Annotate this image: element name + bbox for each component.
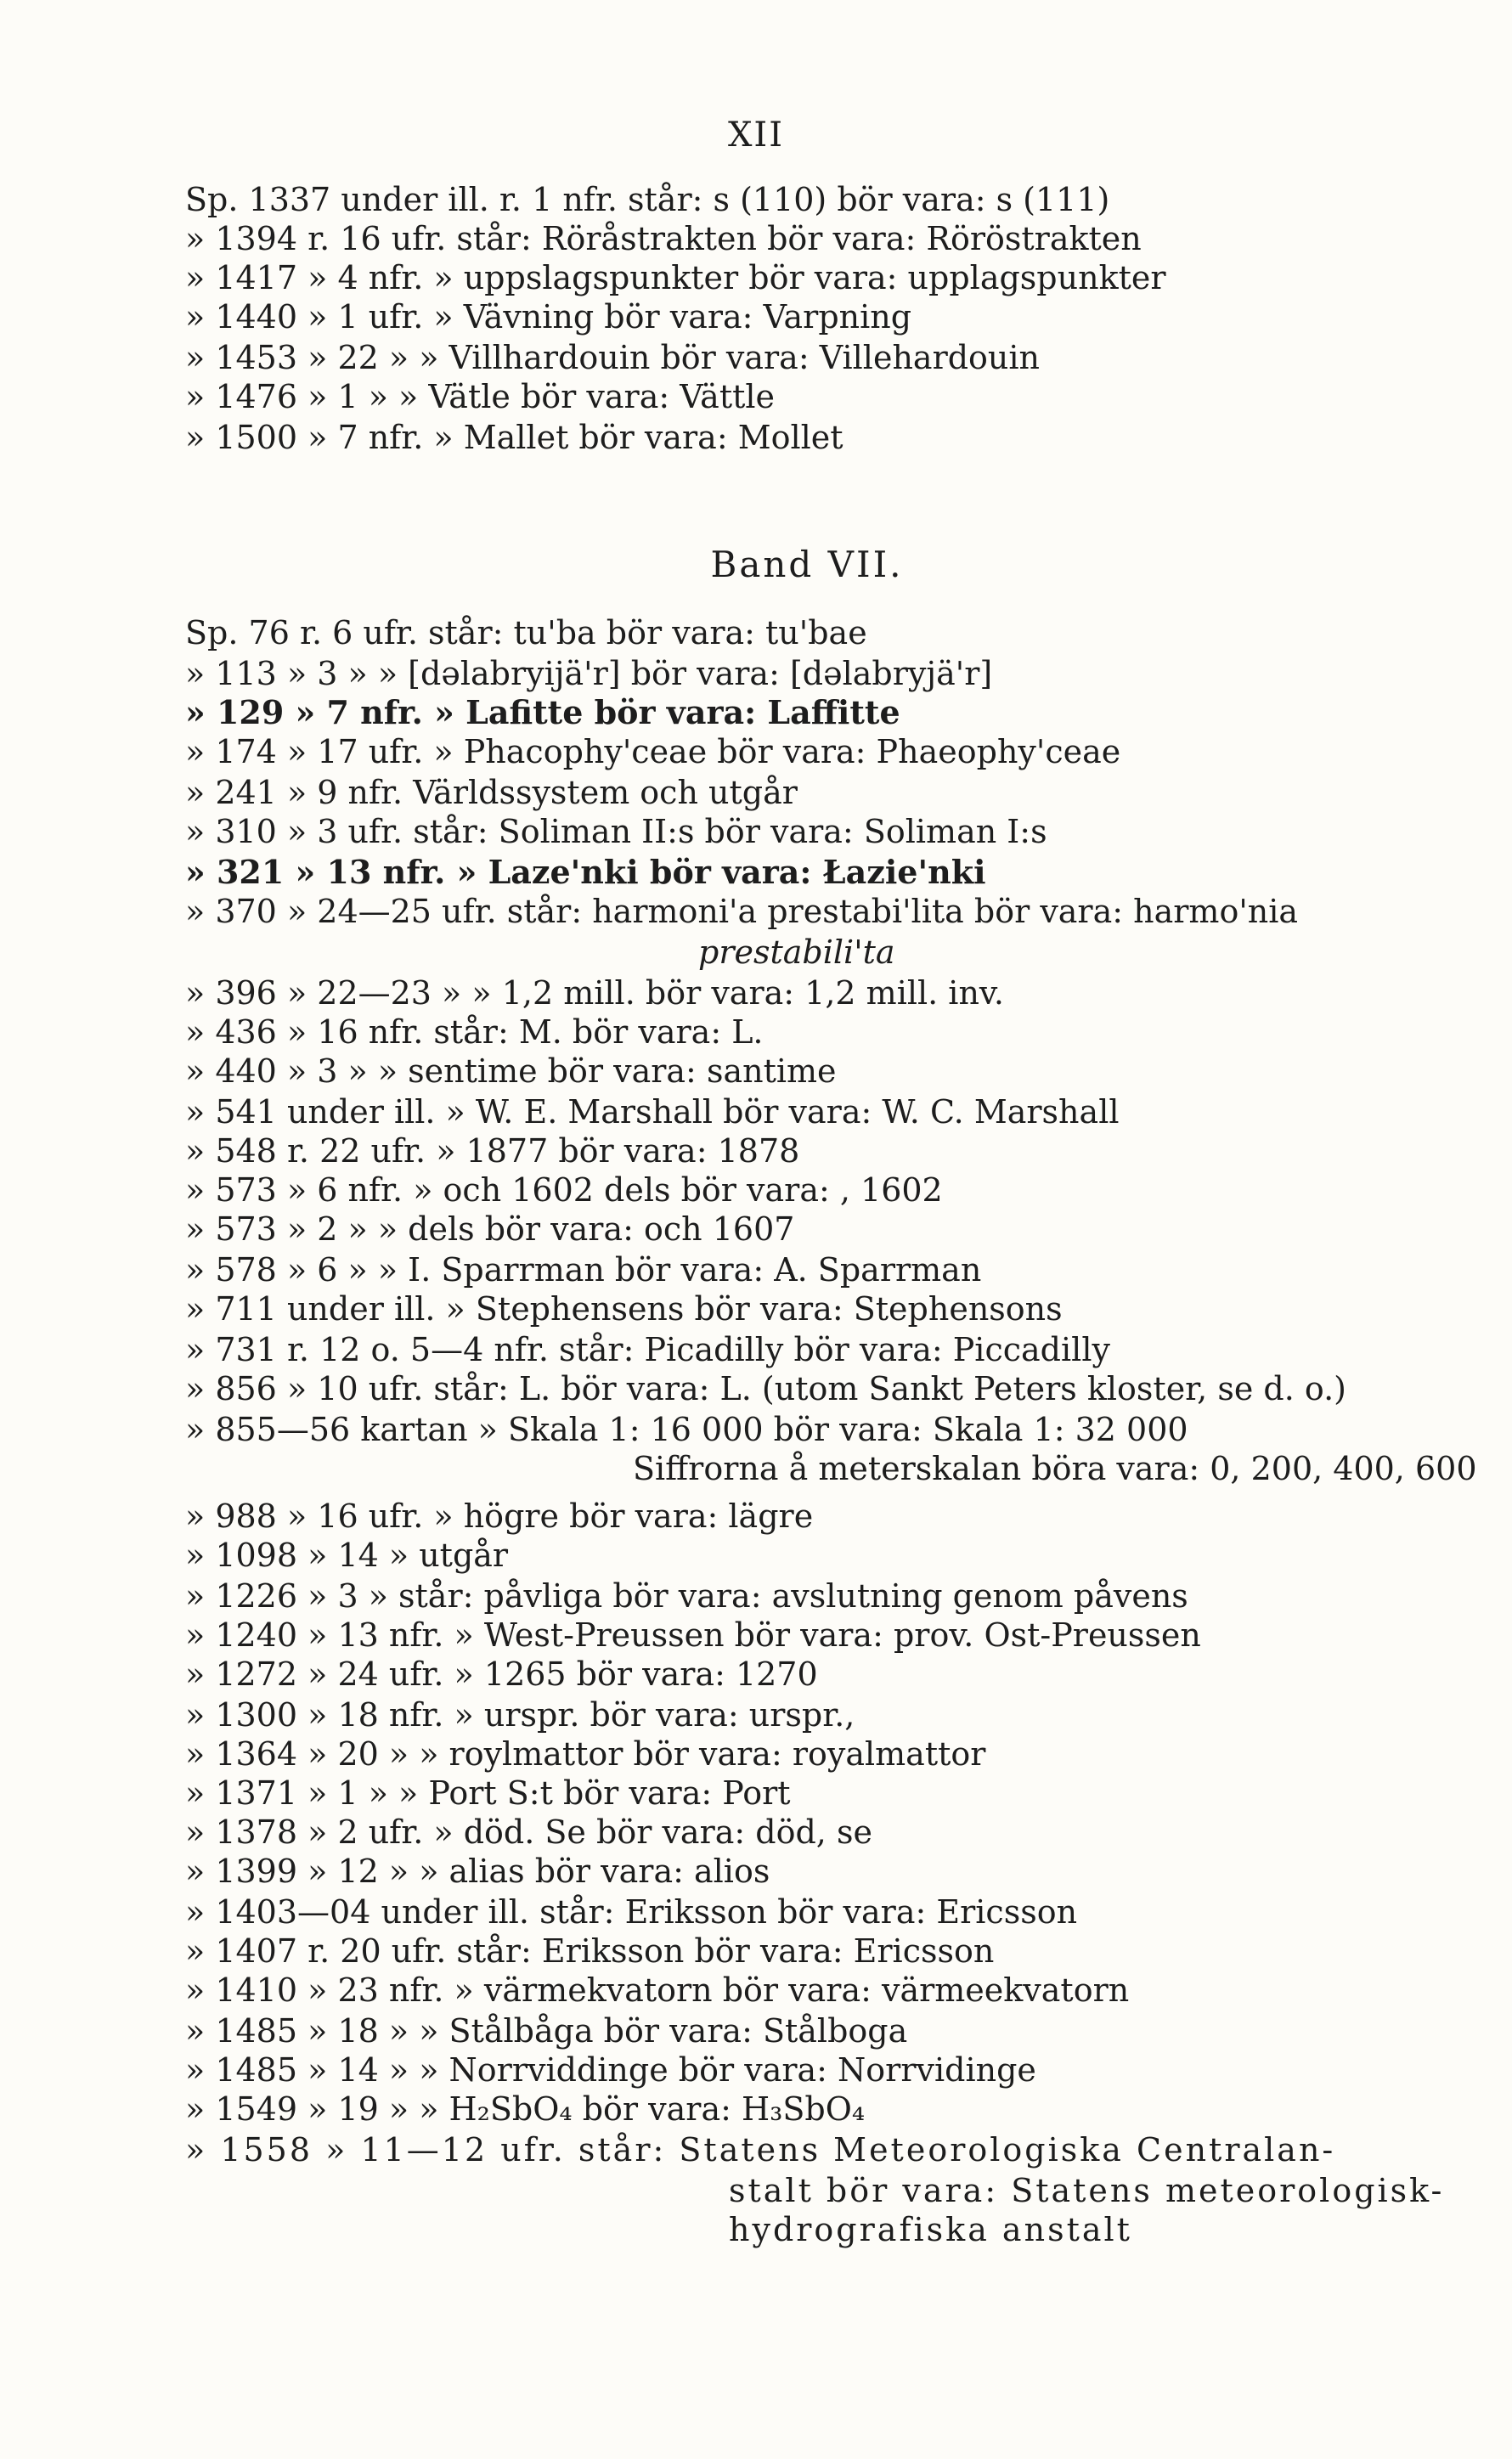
errata-line: » 1371 » 1 » » Port S:t bör vara: Port	[185, 1774, 791, 1812]
errata-line: » 573 » 2 » » dels bör vara: och 1607	[185, 1210, 795, 1248]
errata-line: » 174 » 17 ufr. » Phacophy'ceae bör vara: Phaeophy'ceae	[185, 733, 1121, 770]
errata-continuation: stalt bör vara: Statens meteorologisk-	[729, 2172, 1445, 2209]
errata-line: » 1403—04 under ill. står: Eriksson bör vara: Ericsson	[185, 1893, 1078, 1931]
page-number: XII	[727, 116, 785, 155]
errata-line: Sp. 76 r. 6 ufr. står: tu'ba bör vara: tu'bae	[185, 614, 867, 651]
errata-line: » 1399 » 12 » » alias bör vara: alios	[185, 1853, 770, 1890]
errata-line: » 370 » 24—25 ufr. står: harmoni'a prestabi'lita bör vara: harmo'nia	[185, 893, 1299, 930]
errata-line: » 1300 » 18 nfr. » urspr. bör vara: urspr.,	[185, 1696, 855, 1734]
errata-line: » 1098 » 14 » utgår	[185, 1537, 509, 1574]
errata-continuation: hydrografiska anstalt	[729, 2211, 1132, 2248]
errata-line: » 1476 » 1 » » Vätle bör vara: Vättle	[185, 378, 776, 415]
errata-line: » 1394 r. 16 ufr. står: Röråstrakten bör vara: Röröstrakten	[185, 220, 1142, 257]
errata-line: » 1378 » 2 ufr. » död. Se bör vara: död, se	[185, 1813, 872, 1851]
errata-line: » 731 r. 12 o. 5—4 nfr. står: Picadilly bör vara: Piccadilly	[185, 1331, 1110, 1368]
errata-line: » 1485 » 18 » » Stålbåga bör vara: Stålboga	[185, 2012, 908, 2050]
errata-line: » 1226 » 3 » står: påvliga bör vara: avslutning genom påvens	[185, 1577, 1188, 1615]
errata-line: » 1558 » 11—12 ufr. står: Statens Meteorologiska Centralan-	[185, 2131, 1336, 2169]
errata-line: » 856 » 10 ufr. står: L. bör vara: L. (utom Sankt Peters kloster, se d. o.)	[185, 1370, 1346, 1407]
errata-line: » 1440 » 1 ufr. » Vävning bör vara: Varpning	[185, 298, 912, 336]
errata-line: » 1272 » 24 ufr. » 1265 bör vara: 1270	[185, 1655, 818, 1693]
errata-line: » 440 » 3 » » sentime bör vara: santime	[185, 1052, 837, 1090]
errata-line: » 1410 » 23 nfr. » värmekvatorn bör vara: värmeekvatorn	[185, 1971, 1130, 2009]
errata-line: » 241 » 9 nfr. Världssystem och utgår	[185, 774, 798, 811]
errata-line: » 573 » 6 nfr. » och 1602 dels bör vara: , 1602	[185, 1171, 943, 1209]
errata-line: » 1485 » 14 » » Norrviddinge bör vara: Norrvidinge	[185, 2051, 1036, 2089]
errata-line: » 310 » 3 ufr. står: Soliman II:s bör vara: Soliman I:s	[185, 813, 1047, 850]
errata-line: Sp. 1337 under ill. r. 1 nfr. står: s (110) bör vara: s (111)	[185, 181, 1110, 218]
errata-line: » 113 » 3 » » [dəlabryijä'r] bör vara: [dəlabryjä'r]	[185, 655, 993, 692]
errata-line: » 988 » 16 ufr. » högre bör vara: lägre	[185, 1497, 814, 1535]
errata-line: » 436 » 16 nfr. står: M. bör vara: L.	[185, 1013, 764, 1051]
errata-line: » 578 » 6 » » I. Sparrman bör vara: A. Sparrman	[185, 1251, 982, 1289]
errata-continuation: Siffrorna å meterskalan böra vara: 0, 200, 400, 600	[633, 1450, 1477, 1487]
errata-line: » 711 under ill. » Stephensens bör vara: Stephensons	[185, 1290, 1063, 1328]
errata-line: » 321 » 13 nfr. » Laze'nki bör vara: Łazie'nki	[185, 853, 986, 891]
errata-line: » 1417 » 4 nfr. » uppslagspunkter bör vara: upplagspunkter	[185, 259, 1166, 296]
errata-line: » 541 under ill. » W. E. Marshall bör vara: W. C. Marshall	[185, 1093, 1120, 1131]
errata-line: » 548 r. 22 ufr. » 1877 bör vara: 1878	[185, 1132, 800, 1170]
errata-continuation: prestabili'ta	[698, 933, 895, 971]
errata-line: » 1549 » 19 » » H₂SbO₄ bör vara: H₃SbO₄	[185, 2090, 866, 2128]
band-heading: Band VII.	[710, 544, 904, 585]
errata-line: » 396 » 22—23 » » 1,2 mill. bör vara: 1,2 mill. inv.	[185, 974, 1004, 1012]
errata-line: » 1364 » 20 » » roylmattor bör vara: royalmattor	[185, 1735, 986, 1773]
errata-line: » 1240 » 13 nfr. » West-Preussen bör vara: prov. Ost-Preussen	[185, 1616, 1201, 1654]
errata-line: » 855—56 kartan » Skala 1: 16 000 bör vara: Skala 1: 32 000	[185, 1411, 1188, 1448]
errata-line: » 1453 » 22 » » Villhardouin bör vara: Villehardouin	[185, 339, 1041, 376]
errata-line: » 1500 » 7 nfr. » Mallet bör vara: Mollet	[185, 419, 843, 456]
errata-line: » 129 » 7 nfr. » Lafitte bör vara: Laffitte	[185, 693, 900, 731]
errata-line: » 1407 r. 20 ufr. står: Eriksson bör vara: Ericsson	[185, 1932, 995, 1970]
